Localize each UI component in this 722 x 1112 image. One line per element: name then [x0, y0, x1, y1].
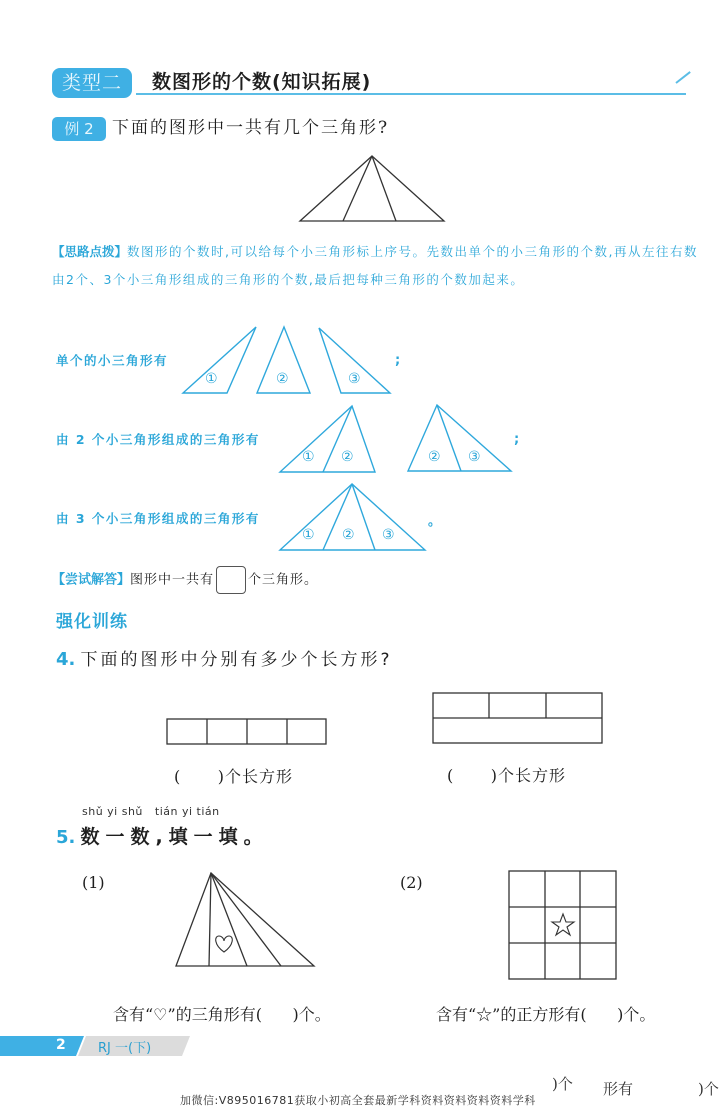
- row-label-three: 由 3 个小三角形组成的三角形有: [56, 511, 260, 526]
- try-answer-before: 图形中一共有: [130, 572, 215, 588]
- mark-3: ③: [382, 527, 395, 543]
- example-triangle-figure: [300, 156, 444, 221]
- example-question: 下面的图形中一共有几个三角形?: [112, 118, 390, 138]
- try-answer-label: 【尝试解答】: [52, 572, 131, 588]
- q5-part-1-fill[interactable]: 含有“♡”的三角形有( )个。: [113, 1005, 331, 1024]
- q5-part-2-fill[interactable]: 含有“☆”的正方形有( )个。: [436, 1005, 656, 1024]
- answer-box-input[interactable]: [216, 566, 246, 594]
- q5-part-1-label: (1): [82, 873, 105, 892]
- try-answer: [52, 566, 318, 594]
- q4-heading: [56, 645, 393, 670]
- q5-text: 数一数,填一填。: [80, 826, 269, 848]
- footer-page-tab: [0, 1036, 84, 1056]
- q5-part-2-label: (2): [400, 873, 423, 892]
- q4-answer-2[interactable]: ( )个长方形: [447, 766, 567, 785]
- example-badge: 例 2: [52, 117, 106, 141]
- q4-text: 下面的图形中分别有多少个长方形?: [80, 650, 393, 670]
- mark-2: ②: [276, 371, 289, 387]
- q5-grid-figure: [509, 871, 616, 979]
- bleed-text-3: )个: [698, 1080, 719, 1098]
- q4-number: 4.: [56, 649, 76, 670]
- section-title: 数图形的个数(知识拓展): [152, 71, 372, 93]
- page-number: 2: [56, 1037, 66, 1053]
- star-icon: [552, 914, 574, 935]
- q5-heading: [56, 822, 269, 849]
- bleed-text-1: )个: [552, 1075, 573, 1093]
- mark-2: ②: [341, 449, 354, 465]
- watermark-text: 加微信:V895016781获取小初高全套最新学科资料资料资料资料学科: [180, 1094, 536, 1107]
- q4-figure-2: [433, 693, 602, 743]
- mark-3: ③: [468, 449, 481, 465]
- hint-label: 【思路点拨】: [52, 244, 128, 259]
- row-end-single: ;: [395, 353, 401, 368]
- heart-icon: [216, 936, 233, 952]
- mark-3: ③: [348, 371, 361, 387]
- bleed-text-2: 形有: [603, 1080, 634, 1098]
- hint-paragraph: [52, 238, 702, 294]
- mark-1: ①: [205, 371, 218, 387]
- mark-1: ①: [302, 449, 315, 465]
- q5-pinyin: shǔ yi shǔ tián yi tián: [82, 805, 220, 818]
- mark-2: ②: [342, 527, 355, 543]
- row-label-two: 由 2 个小三角形组成的三角形有: [56, 432, 260, 447]
- mark-2: ②: [428, 449, 441, 465]
- q5-number: 5.: [56, 827, 76, 848]
- practice-heading: 强化训练: [56, 612, 128, 632]
- try-answer-after: 个三角形。: [248, 572, 319, 588]
- hint-text: 数图形的个数时,可以给每个小三角形标上序号。先数出单个的小三角形的个数,再从左往右数由2个、3个小三角形组成的三角形的个数,最后把每种三角形的个数加起来。: [52, 244, 698, 287]
- row-label-single: 单个的小三角形有: [56, 353, 169, 368]
- q4-figure-1: [167, 719, 326, 744]
- row-end-two: ;: [514, 432, 520, 447]
- q4-answer-1[interactable]: ( )个长方形: [174, 767, 294, 786]
- q5-triangle-figure: [176, 873, 314, 966]
- row-end-three: 。: [428, 514, 442, 529]
- section-type-badge: 类型二: [52, 68, 132, 98]
- edition-label: RJ 一(下): [98, 1041, 152, 1056]
- mark-1: ①: [302, 527, 315, 543]
